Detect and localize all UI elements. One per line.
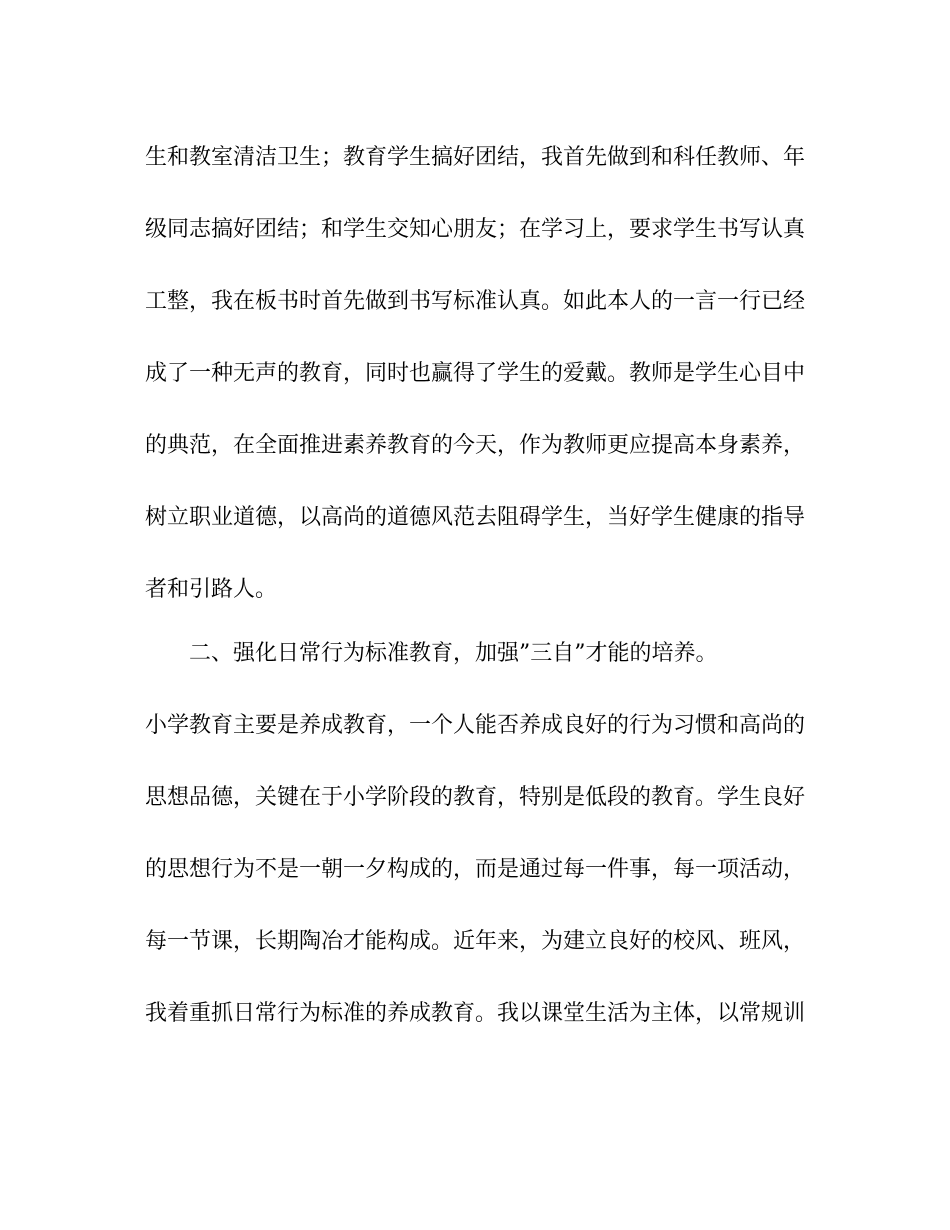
paragraph-line: 级同志搞好团结；和学生交知心朋友；在学习上，要求学生书写认真 bbox=[145, 217, 805, 242]
section-heading: 二、强化日常行为标准教育，加强”三自”才能的培养。 bbox=[189, 641, 718, 666]
paragraph-line: 思想品德，关键在于小学阶段的教育，特别是低段的教育。学生良好 bbox=[145, 785, 805, 810]
paragraph-line: 每一节课，长期陶冶才能构成。近年来，为建立良好的校风、班风， bbox=[145, 929, 805, 954]
paragraph-line: 成了一种无声的教育，同时也赢得了学生的爱戴。教师是学生心目中 bbox=[145, 361, 805, 386]
paragraph-line: 生和教室清洁卫生；教育学生搞好团结，我首先做到和科任教师、年 bbox=[145, 145, 805, 170]
paragraph-line: 小学教育主要是养成教育，一个人能否养成良好的行为习惯和高尚的 bbox=[145, 713, 805, 738]
paragraph-line: 我着重抓日常行为标准的养成教育。我以课堂生活为主体，以常规训 bbox=[145, 1001, 805, 1026]
paragraph-line: 的思想行为不是一朝一夕构成的，而是通过每一件事，每一项活动， bbox=[145, 857, 805, 882]
paragraph-line: 树立职业道德，以高尚的道德风范去阻碍学生，当好学生健康的指导 bbox=[145, 505, 805, 530]
paragraph-line: 工整，我在板书时首先做到书写标准认真。如此本人的一言一行已经 bbox=[145, 289, 805, 314]
paragraph-line: 的典范，在全面推进素养教育的今天，作为教师更应提高本身素养， bbox=[145, 433, 805, 458]
paragraph-line: 者和引路人。 bbox=[145, 577, 278, 602]
